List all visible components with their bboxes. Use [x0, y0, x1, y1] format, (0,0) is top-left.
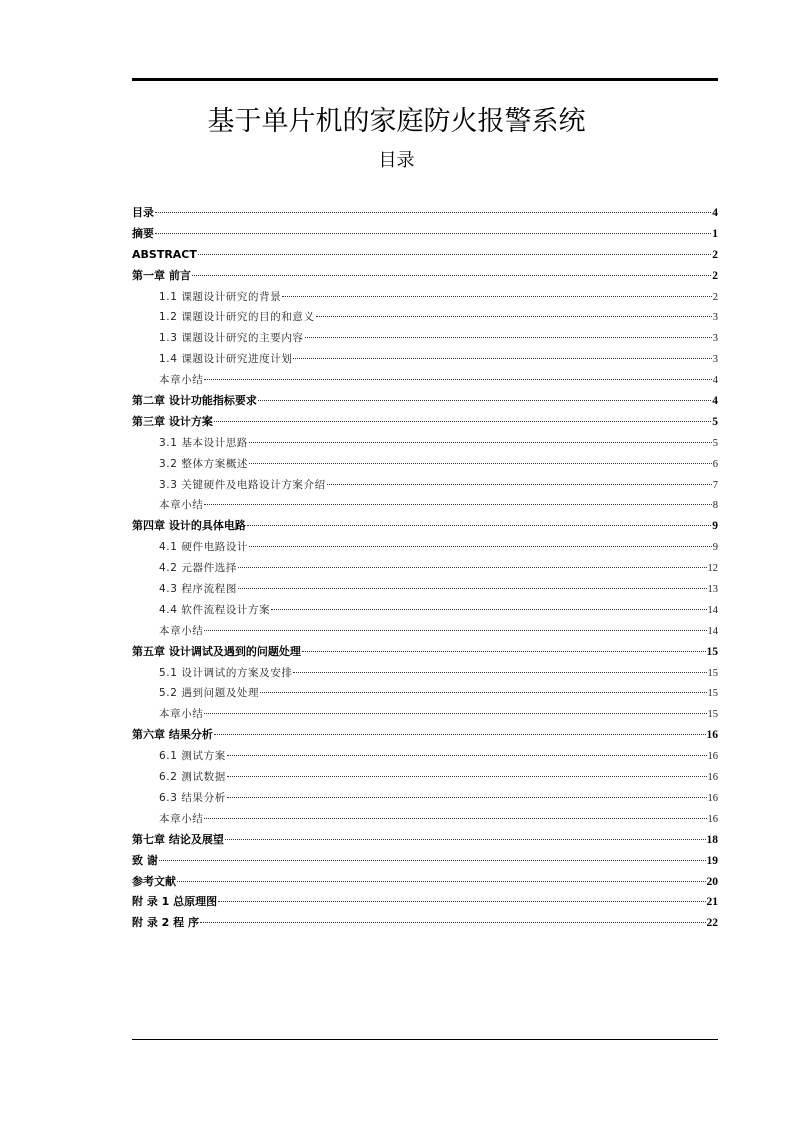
toc-leader-dots	[238, 588, 707, 589]
toc-entry-page: 2	[712, 248, 718, 261]
toc-leader-dots	[204, 379, 711, 380]
toc-leader-dots	[316, 316, 712, 317]
toc-entry[interactable]	[132, 788, 718, 809]
toc-leader-dots	[293, 672, 706, 673]
toc-entry[interactable]	[132, 767, 718, 788]
toc-entry-label: 摘要	[132, 226, 154, 240]
toc-leader-dots	[282, 296, 711, 297]
toc-entry-label: 6.3 结果分析	[159, 791, 226, 804]
toc-entry-page: 16	[707, 813, 718, 825]
toc-entry[interactable]	[132, 558, 718, 579]
toc-entry[interactable]	[132, 391, 718, 412]
footer-rule	[132, 1039, 718, 1040]
toc-leader-dots	[225, 839, 706, 840]
toc-entry-page: 16	[706, 729, 718, 742]
toc-entry-label: 本章小结	[159, 499, 204, 512]
toc-entry[interactable]	[132, 349, 718, 370]
toc-entry[interactable]	[132, 475, 718, 496]
toc-entry[interactable]	[132, 266, 718, 287]
toc-entry[interactable]	[132, 224, 718, 245]
toc-entry-label: 6.1 测试方案	[159, 750, 226, 763]
toc-entry-page: 3	[712, 333, 718, 345]
toc-entry[interactable]	[132, 495, 718, 516]
toc-entry-label: 1.1 课题设计研究的背景	[159, 290, 282, 303]
toc-entry[interactable]	[132, 892, 718, 913]
toc-entry-label: 第七章 结论及展望	[132, 832, 224, 846]
toc-entry-page: 2	[712, 269, 718, 282]
toc-entry[interactable]	[132, 433, 718, 454]
toc-entry-label: 第三章 设计方案	[132, 414, 213, 428]
header-rule	[132, 78, 718, 81]
document-title: 基于单片机的家庭防火报警系统	[207, 106, 586, 137]
toc-leader-dots	[200, 922, 706, 923]
toc-entry-page: 3	[712, 312, 718, 324]
toc-entry-label: 4.1 硬件电路设计	[159, 541, 249, 554]
toc-entry-label: 本章小结	[159, 374, 204, 387]
toc-leader-dots	[293, 358, 711, 359]
toc-entry-label: 1.4 课题设计研究进度计划	[159, 353, 293, 366]
toc-entry[interactable]	[132, 537, 718, 558]
toc-entry[interactable]	[132, 579, 718, 600]
toc-leader-dots	[327, 484, 712, 485]
toc-entry-page: 2	[712, 291, 718, 303]
toc-entry-page: 20	[706, 875, 718, 888]
toc-leader-dots	[214, 734, 706, 735]
toc-entry-label: 参考文献	[132, 874, 176, 888]
toc-entry-page: 18	[706, 833, 718, 846]
toc-leader-dots	[249, 442, 712, 443]
toc-entry-label: 5.2 遇到问题及处理	[159, 687, 260, 700]
toc-entry-page: 14	[707, 625, 718, 637]
toc-leader-dots	[227, 797, 707, 798]
toc-leader-dots	[305, 337, 712, 338]
toc-entry[interactable]	[132, 328, 718, 349]
toc-leader-dots	[198, 254, 711, 255]
toc-leader-dots	[192, 275, 711, 276]
toc-entry-label: 4.3 程序流程图	[159, 583, 237, 596]
toc-leader-dots	[155, 233, 711, 234]
toc-entry-page: 21	[706, 896, 718, 909]
toc-entry[interactable]	[132, 245, 718, 266]
toc-entry[interactable]	[132, 454, 718, 475]
toc-leader-dots	[227, 776, 707, 777]
toc-entry-page: 3	[712, 354, 718, 366]
toc-heading: 目录	[378, 150, 415, 171]
toc-leader-dots	[204, 713, 706, 714]
toc-entry[interactable]	[132, 830, 718, 851]
toc-leader-dots	[238, 567, 707, 568]
toc-leader-dots	[155, 212, 711, 213]
toc-entry-page: 5	[712, 437, 718, 449]
toc-leader-dots	[204, 504, 711, 505]
toc-entry-label: 本章小结	[159, 708, 204, 721]
toc-entry-label: 本章小结	[159, 812, 204, 825]
toc-entry-page: 16	[707, 792, 718, 804]
toc-entry-label: 1.2 课题设计研究的目的和意义	[159, 311, 315, 324]
toc-entry-label: 第二章 设计功能指标要求	[132, 394, 257, 408]
toc-leader-dots	[249, 546, 712, 547]
toc-entry-label: 4.4 软件流程设计方案	[159, 603, 271, 616]
toc-entry[interactable]	[132, 851, 718, 872]
toc-entry-page: 19	[706, 854, 718, 867]
toc-entry[interactable]	[132, 287, 718, 308]
toc-entry-page: 13	[707, 584, 718, 596]
toc-leader-dots	[260, 692, 706, 693]
toc-entry[interactable]	[132, 809, 718, 830]
toc-entry-label: 3.2 整体方案概述	[159, 457, 249, 470]
toc-entry[interactable]	[132, 746, 718, 767]
toc-entry-page: 15	[707, 688, 718, 700]
toc-entry[interactable]	[132, 203, 718, 224]
toc-leader-dots	[204, 818, 706, 819]
toc-entry-page: 15	[707, 709, 718, 721]
toc-entry-page: 22	[706, 917, 718, 930]
toc-entry-page: 14	[707, 604, 718, 616]
toc-leader-dots	[227, 755, 707, 756]
toc-entry-label: 第五章 设计调试及遇到的问题处理	[132, 644, 301, 658]
toc-entry-page: 16	[707, 772, 718, 784]
toc-entry[interactable]	[132, 412, 718, 433]
toc-leader-dots	[159, 860, 706, 861]
toc-entry-page: 1	[712, 227, 718, 240]
toc-entry[interactable]	[132, 307, 718, 328]
toc-leader-dots	[204, 630, 706, 631]
toc-entry-page: 9	[712, 542, 718, 554]
toc-entry-page: 12	[707, 563, 718, 575]
toc-entry-label: 本章小结	[159, 624, 204, 637]
toc-entry-page: 4	[712, 375, 718, 387]
toc-entry-label: 5.1 设计调试的方案及安排	[159, 666, 293, 679]
toc-leader-dots	[271, 609, 706, 610]
toc-entry[interactable]	[132, 516, 718, 537]
toc-entry[interactable]	[132, 725, 718, 746]
toc-entry-page: 16	[707, 751, 718, 763]
toc-entry[interactable]	[132, 913, 718, 934]
toc-entry-label: 6.2 测试数据	[159, 771, 226, 784]
table-of-contents	[132, 203, 718, 934]
toc-entry[interactable]	[132, 621, 718, 642]
toc-entry[interactable]	[132, 370, 718, 391]
toc-entry-page: 9	[712, 520, 718, 533]
toc-entry-label: 第一章 前言	[132, 268, 191, 282]
toc-entry-page: 6	[712, 458, 718, 470]
toc-entry[interactable]	[132, 872, 718, 893]
toc-entry-label: 3.1 基本设计思路	[159, 436, 249, 449]
toc-entry[interactable]	[132, 663, 718, 684]
toc-entry-label: ABSTRACT	[132, 247, 197, 261]
toc-entry-page: 15	[706, 645, 718, 658]
toc-leader-dots	[247, 525, 711, 526]
toc-entry[interactable]	[132, 642, 718, 663]
toc-entry-label: 第六章 结果分析	[132, 728, 213, 742]
toc-leader-dots	[218, 901, 705, 902]
toc-entry-label: 4.2 元器件选择	[159, 562, 237, 575]
toc-entry-label: 3.3 关键硬件及电路设计方案介绍	[159, 478, 326, 491]
toc-entry[interactable]	[132, 683, 718, 704]
toc-entry-page: 4	[712, 395, 718, 408]
toc-leader-dots	[249, 463, 712, 464]
toc-leader-dots	[177, 881, 706, 882]
toc-entry-label: 附 录 2 程 序	[132, 916, 199, 930]
toc-leader-dots	[258, 400, 711, 401]
toc-entry-page: 7	[712, 479, 718, 491]
toc-entry-label: 附 录 1 总原理图	[132, 895, 218, 909]
toc-entry-page: 4	[712, 207, 718, 219]
toc-entry-page: 8	[712, 500, 718, 512]
toc-leader-dots	[302, 651, 706, 652]
toc-entry[interactable]	[132, 600, 718, 621]
toc-entry-page: 5	[712, 415, 718, 428]
toc-entry-label: 致 谢	[132, 853, 158, 867]
toc-leader-dots	[214, 421, 711, 422]
toc-entry-label: 1.3 课题设计研究的主要内容	[159, 332, 304, 345]
toc-entry-label: 第四章 设计的具体电路	[132, 519, 246, 533]
toc-entry-page: 15	[707, 667, 718, 679]
toc-entry-label: 目录	[132, 206, 154, 219]
toc-entry[interactable]	[132, 704, 718, 725]
